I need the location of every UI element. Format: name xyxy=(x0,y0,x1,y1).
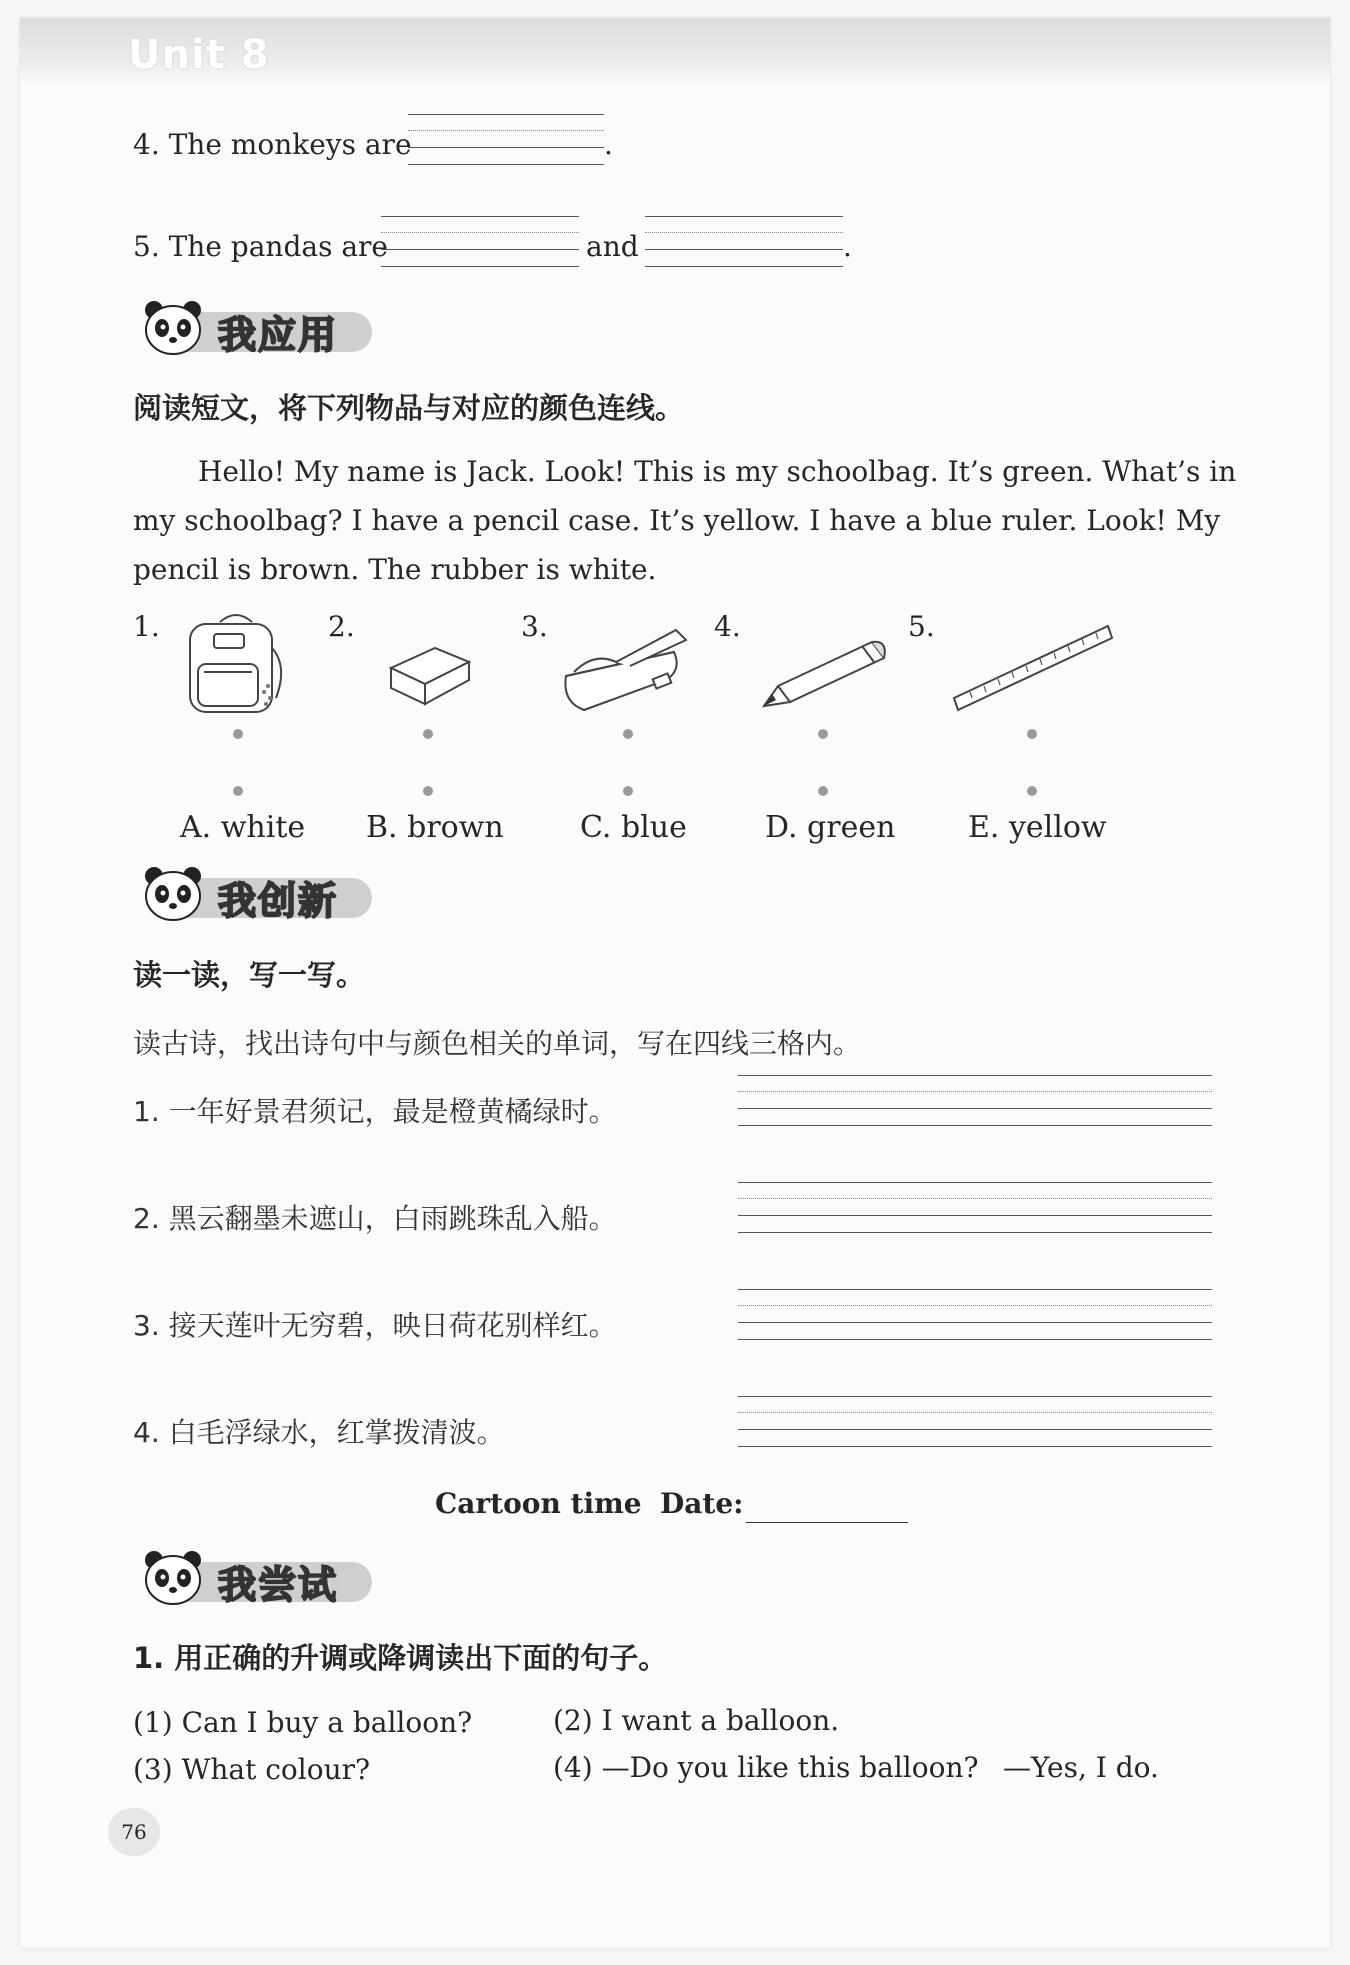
page-number: 76 xyxy=(108,1808,160,1856)
option-a: A. white xyxy=(180,810,306,845)
section-title-try: 我尝试 xyxy=(218,1563,339,1607)
unit-title: Unit 8 xyxy=(128,32,270,78)
create-instruction: 读一读，写一写。 xyxy=(133,958,366,992)
poem-line-3: 3. 接天莲叶无穷碧，映日荷花别样红。 xyxy=(133,1309,617,1342)
item-number: 2. xyxy=(328,610,355,643)
option-dot-e[interactable] xyxy=(1027,786,1037,796)
panda-icon xyxy=(136,1546,216,1610)
date-blank[interactable] xyxy=(746,1522,908,1523)
sentence-3: (3) What colour? xyxy=(133,1753,371,1786)
passage-line-2: my schoolbag? I have a pencil case. It’s yellow. I have a blue ruler. Look! My xyxy=(133,504,1221,537)
pencil-icon xyxy=(756,636,896,712)
option-e: E. yellow xyxy=(968,810,1107,845)
date-label: Date: xyxy=(660,1487,744,1520)
item-number: 4. xyxy=(714,610,741,643)
section-badge-try xyxy=(136,1546,376,1606)
poem-line-2: 2. 黑云翻墨未遮山，白雨跳珠乱入船。 xyxy=(133,1202,617,1235)
option-c: C. blue xyxy=(580,810,687,845)
item-dot-5[interactable] xyxy=(1027,729,1037,739)
item-4-period: . xyxy=(604,128,613,161)
schoolbag-icon xyxy=(180,608,292,718)
option-d: D. green xyxy=(765,810,896,845)
cartoon-time-title: Cartoon time xyxy=(435,1487,642,1520)
item-dot-4[interactable] xyxy=(818,729,828,739)
option-b: B. brown xyxy=(366,810,504,845)
item-number: 5. xyxy=(908,610,935,643)
option-dot-b[interactable] xyxy=(423,786,433,796)
sentence-4: (4) —Do you like this balloon? xyxy=(553,1751,979,1784)
poem-line-4: 4. 白毛浮绿水，红掌拨清波。 xyxy=(133,1416,505,1449)
try-instruction: 1. 用正确的升调或降调读出下面的句子。 xyxy=(133,1641,668,1675)
rubber-icon xyxy=(385,640,475,706)
section-badge-create xyxy=(136,862,376,922)
panda-icon xyxy=(136,296,216,360)
sentence-4-reply: —Yes, I do. xyxy=(1003,1751,1159,1784)
section-badge-apply xyxy=(136,296,376,356)
sentence-1: (1) Can I buy a balloon? xyxy=(133,1706,473,1739)
item-number: 1. xyxy=(133,610,160,643)
passage-line-1: Hello! My name is Jack. Look! This is my schoolbag. It’s green. What’s in xyxy=(198,455,1237,488)
item-5-text: 5. The pandas are xyxy=(133,230,388,263)
apply-instruction: 阅读短文，将下列物品与对应的颜色连线。 xyxy=(133,391,685,425)
item-number: 3. xyxy=(521,610,548,643)
item-dot-3[interactable] xyxy=(623,729,633,739)
pencil-case-icon xyxy=(556,622,692,718)
passage-line-3: pencil is brown. The rubber is white. xyxy=(133,553,657,586)
poem-line-1: 1. 一年好景君须记，最是橙黄橘绿时。 xyxy=(133,1095,617,1128)
ruler-icon xyxy=(950,620,1116,720)
item-dot-1[interactable] xyxy=(233,729,243,739)
item-5-and: and xyxy=(586,230,639,263)
create-sub-instruction: 读古诗，找出诗句中与颜色相关的单词，写在四线三格内。 xyxy=(133,1027,862,1060)
item-4-text: 4. The monkeys are xyxy=(133,128,412,161)
option-dot-c[interactable] xyxy=(623,786,633,796)
panda-icon xyxy=(136,862,216,926)
item-dot-2[interactable] xyxy=(423,729,433,739)
option-dot-a[interactable] xyxy=(233,786,243,796)
section-title-create: 我创新 xyxy=(218,879,339,923)
sentence-2: (2) I want a balloon. xyxy=(553,1704,840,1737)
section-title-apply: 我应用 xyxy=(218,313,339,357)
option-dot-d[interactable] xyxy=(818,786,828,796)
item-5-period: . xyxy=(843,230,852,263)
